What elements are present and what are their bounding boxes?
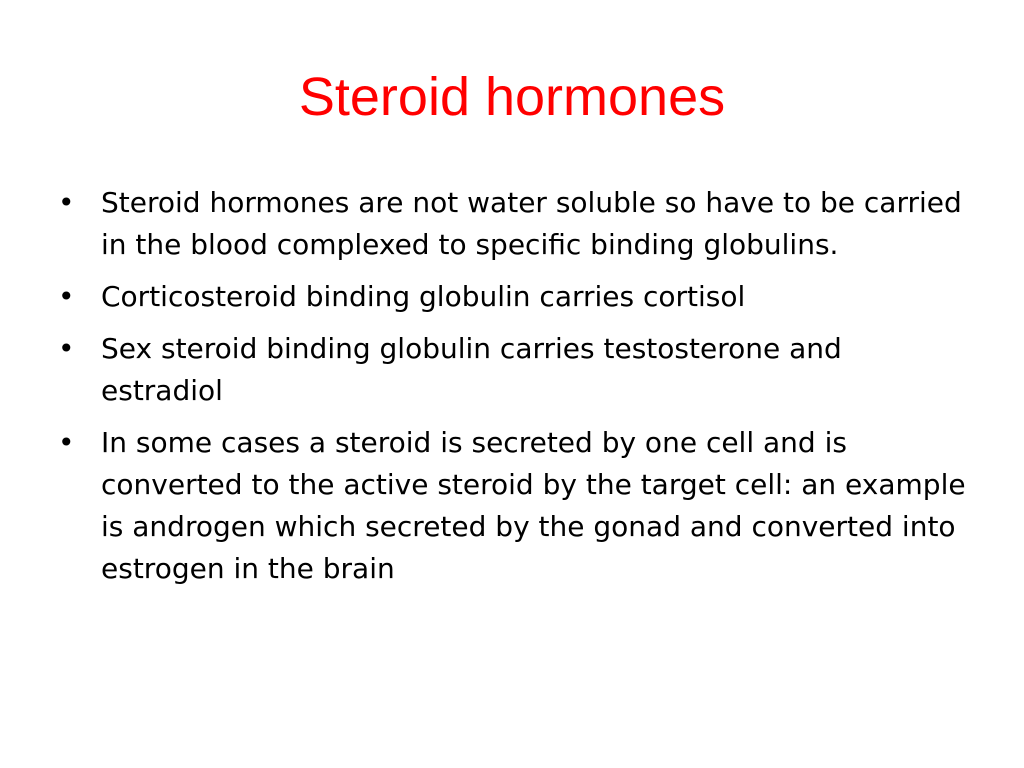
bullet-text: In some cases a steroid is secreted by one cell and is converted to the active steroid by the target cell: an example is androgen which secreted by the gonad and converted into estrogen in the brain (101, 426, 966, 585)
bullet-item (58, 276, 968, 318)
bullet-item (58, 422, 968, 590)
bullet-text: Steroid hormones are not water soluble so have to be carried in the blood complexed to specific binding globulins. (101, 186, 962, 261)
bullet-text: Corticosteroid binding globulin carries cortisol (101, 280, 746, 313)
bullet-item (58, 328, 968, 412)
bullet-list (58, 182, 968, 600)
bullet-dot-icon: • (58, 426, 75, 459)
slide-title: Steroid hormones (298, 67, 726, 127)
bullet-dot-icon: • (58, 186, 75, 219)
bullet-item (58, 182, 968, 266)
bullet-text: Sex steroid binding globulin carries testosterone and estradiol (101, 332, 842, 407)
bullet-dot-icon: • (58, 280, 75, 313)
bullet-dot-icon: • (58, 332, 75, 365)
